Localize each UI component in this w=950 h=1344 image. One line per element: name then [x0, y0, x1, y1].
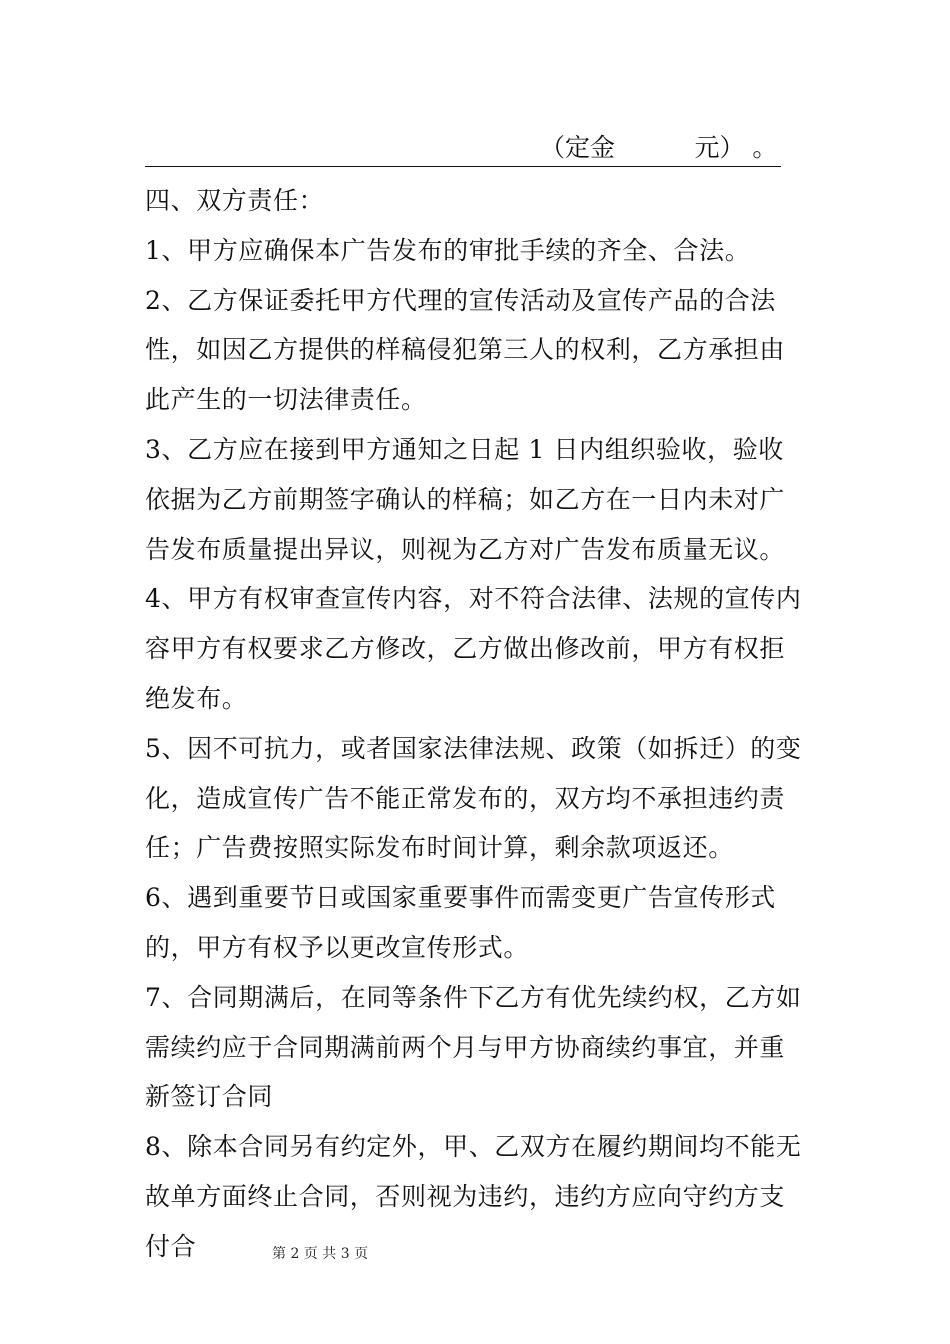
section-title: 四、双方责任： — [145, 186, 325, 215]
clause-8: 8、除本合同另有约定外，甲、乙双方在履约期间均不能无故单方面终止合同，否则视为违约，违约方应向守约方支付合 — [145, 1132, 802, 1261]
deposit-underline — [145, 130, 781, 167]
page-footer: 第 2 页 共 3 页 — [272, 1246, 369, 1262]
contract-body — [145, 176, 809, 1272]
clause-1: 1、甲方应确保本广告发布的审批手续的齐全、合法。 — [145, 235, 751, 265]
clause-5: 5、因不可抗力，或者国家法律法规、政策（如拆迁）的变化，造成宣传广告不能正常发布的，双方均不承担违约责任；广告费按照实际发布时间计算，剩余款项返还。 — [145, 733, 802, 863]
clause-6: 6、遇到重要节日或国家重要事件而需变更广告宣传形式的，甲方有权予以更改宣传形式。 — [145, 883, 776, 962]
clause-2: 2、乙方保证委托甲方代理的宣传活动及宣传产品的合法性，如因乙方提供的样稿侵犯第三人的权利，乙方承担由此产生的一切法律责任。 — [145, 285, 786, 415]
clause-7: 7、合同期满后，在同等条件下乙方有优先续约权，乙方如需续约应于合同期满前两个月与甲方协商续约事宜，并重新签订合同 — [145, 982, 802, 1112]
clause-4: 4、甲方有权审查宣传内容，对不符合法律、法规的宣传内容甲方有权要求乙方修改，乙方做出修改前，甲方有权拒绝发布。 — [145, 584, 802, 713]
clause-3: 3、乙方应在接到甲方通知之日起 1 日内组织验收，验收依据为乙方前期签字确认的样稿；如乙方在一日内未对广告发布质量提出异议，则视为乙方对广告发布质量无议。 — [145, 434, 786, 564]
deposit-text: （定金 元） 。 — [540, 133, 778, 162]
